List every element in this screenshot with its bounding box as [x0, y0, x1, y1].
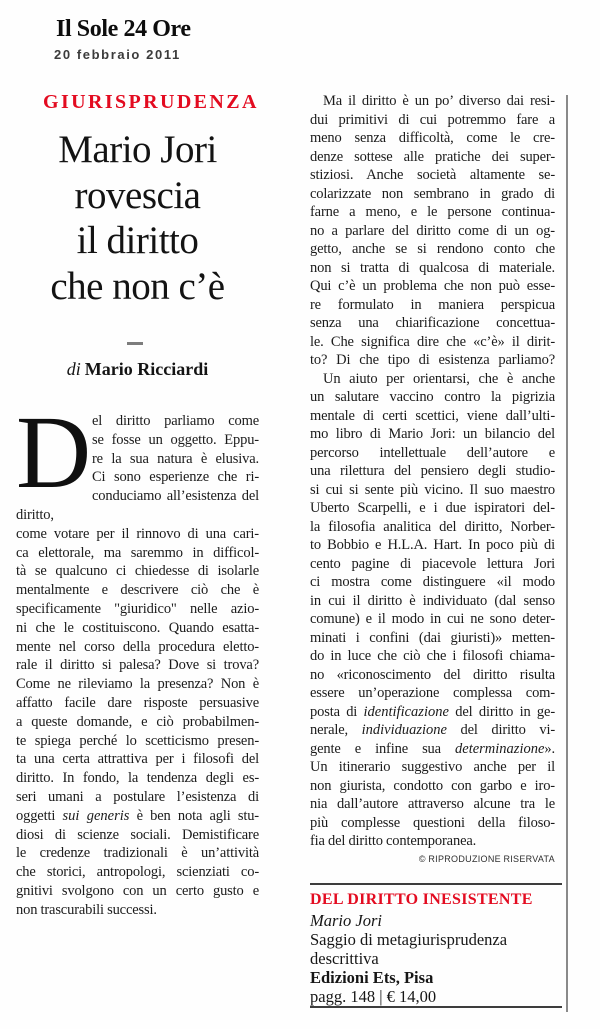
text-line: te spiega perché lo scetticismo presen-	[16, 732, 259, 749]
publication-date: 20 febbraio 2011	[54, 47, 181, 62]
text-line: mentalmente e descrivere ciò che è	[16, 582, 259, 599]
text-line: re formulato in maniera perspicua	[310, 296, 555, 313]
text-line: meno senza difficoltà, come le cre-	[310, 130, 555, 146]
text-line: ca elettorale, ma saremmo in difficol-	[16, 544, 259, 561]
article-body-left-column	[16, 395, 259, 920]
book-pages-price: pagg. 148 | € 14,00	[310, 987, 437, 1006]
text-line: specificamente "giuridico" nelle azio-	[16, 600, 259, 617]
text-line: Uberto Scarpelli, e i due ispiratori del-	[310, 500, 555, 516]
text-line: percorso intellettuale dell’autore e	[310, 444, 555, 461]
text-line: posta di identificazione del diritto in ge-	[310, 703, 555, 720]
text-line: nerale, individuazione del diritto vi-	[310, 722, 556, 738]
text-line: to Bobbio e H.L.A. Hart. In poco più di	[310, 537, 555, 553]
text-line: Un aiuto per orientarsi, che è anche	[323, 370, 555, 387]
byline-prefix: di	[66, 359, 81, 379]
text-line: non trascurabili successi.	[16, 901, 157, 918]
text-line: oggetti sui generis è ben nota agli stu-	[16, 807, 259, 824]
book-subtitle	[310, 930, 562, 968]
text-line: un salutare vaccino contro la pigrizia	[310, 389, 555, 405]
text-line: gnitivi svolgono con un certo gusto e	[16, 882, 259, 899]
text-line: si cui si sente più vicino. Il suo maestro	[310, 481, 555, 498]
text-line: colarizzate non sembrano in grado di	[310, 185, 555, 202]
text-line: le. Che significa dire che «c’è» il dirit-	[310, 333, 555, 350]
text-line: mente nel corso della procedura eletto-	[16, 638, 259, 655]
text-line: el diritto parliamo come	[92, 413, 259, 429]
text-line: Come ne rileviamo la presenza? Non è	[16, 676, 259, 693]
text-line: mentale di certi scettici, viene dall’ulti-	[310, 407, 555, 424]
text-line: Qui c’è un problema che non può esse-	[310, 278, 555, 294]
text-line: ta una certa attrattiva per i filosofi del	[16, 751, 259, 768]
text-line: Ci sono esperienze che ri-	[92, 469, 259, 486]
text-line: il diritto	[76, 219, 199, 262]
right-column-paragraph-1	[310, 92, 555, 370]
text-line: affatto facile dare risposte persuasive	[16, 694, 259, 711]
byline-author: Mario Ricciardi	[84, 359, 209, 379]
text-line: nia dall’autore attraverso alcune tra le	[310, 796, 555, 812]
text-line: gente e infine sua determinazione».	[310, 740, 555, 757]
text-line: no a parlare del diritto come di un og-	[310, 222, 555, 239]
text-line: do in luce che ciò che i filosofi chiama-	[310, 648, 555, 664]
text-line: una rilettura del pensiero degli studio-	[310, 463, 555, 479]
text-line: no «riconoscimento del diritto risulta	[310, 666, 555, 683]
drop-cap: D	[16, 395, 91, 510]
text-line: stiziosi. Anche società altamente se-	[310, 167, 555, 183]
text-line: Mario Jori	[58, 128, 217, 171]
copyright-notice: © RIPRODUZIONE RISERVATA	[418, 853, 555, 864]
book-box-title: DEL DIRITTO INESISTENTE	[310, 891, 533, 908]
text-line: rovescia	[74, 173, 201, 217]
article-body-right-column	[310, 92, 555, 865]
text-line: rale il diritto si palesa? Dove si trova?	[16, 657, 259, 674]
text-line: che non c’è	[50, 264, 225, 308]
book-author: Mario Jori	[310, 911, 382, 930]
byline	[16, 359, 259, 380]
text-line: dui primitivi di cui potremmo fare a	[310, 111, 555, 128]
text-line: farne a meno, e le persone continua-	[310, 204, 555, 220]
text-line: Saggio di metagiurisprudenza	[310, 930, 508, 949]
text-line: senza una chiarificazione concettua-	[310, 315, 555, 331]
text-line: mo libro di Mario Jori: un bilancio del	[310, 426, 555, 442]
text-line: tà se qualcuno ci chiedesse di isolarle	[16, 563, 259, 580]
text-line: getto, anche se si rendono conto che	[310, 241, 555, 257]
book-info-box	[310, 883, 562, 1008]
text-line: non si tratta di qualcosa di materiale.	[310, 259, 555, 276]
text-line: a queste domande, e ciò probabilmen-	[16, 713, 259, 730]
text-line: to? Di che tipo di esistenza parliamo?	[310, 352, 555, 368]
text-line: conduciamo all’esistenza del diritto,	[16, 488, 259, 523]
text-line: diritto. In fondo, la tendenza degli es-	[16, 770, 259, 787]
text-line: la filosofia analitica del diritto, Norber-	[310, 518, 555, 535]
section-kicker: GIURISPRUDENZA	[43, 91, 259, 113]
column-divider-rule	[566, 95, 568, 1012]
text-line: essere un’operazione complessa com-	[310, 685, 555, 701]
text-line: le credenze tradizionali è un’attività	[16, 845, 259, 862]
masthead-title: Il Sole 24 Ore	[56, 16, 191, 42]
text-line: più complesse questioni della filoso-	[310, 814, 555, 831]
text-line: cento pagine di piacevole lettura Jori	[310, 555, 555, 572]
byline-separator	[127, 342, 143, 345]
text-line: non giurista, condotto con garbo e iro-	[310, 777, 555, 794]
text-line: ni che le costituiscono. Quando esatta-	[16, 619, 259, 636]
text-line: ci mostra come distinguere «il modo	[310, 574, 555, 590]
text-line: re la sua natura è elusiva.	[92, 450, 259, 467]
text-line: in cui il diritto è individuato (dal senso	[310, 592, 555, 609]
text-line: diosi di scienze sociali. Demistificare	[16, 826, 259, 843]
text-line: comune) e il modo in cui ne sono deter-	[310, 611, 555, 627]
text-line: minati i confini (dai giuristi)» metten-	[310, 629, 555, 646]
text-line: se fosse un oggetto. Eppu-	[92, 431, 259, 448]
text-line: Ma il diritto è un po’ diverso dai resi-	[323, 93, 555, 109]
text-line: che storici, antropologi, scienziati co-	[16, 864, 259, 881]
article-headline	[16, 127, 259, 309]
text-line: come votare per il rinnovo di una cari-	[16, 525, 259, 542]
right-column-paragraph-2	[310, 370, 555, 851]
text-line: denze sottese alle pratiche dei super-	[310, 148, 555, 165]
book-publisher: Edizioni Ets, Pisa	[310, 968, 434, 987]
text-line: seri umani a postulare l’esistenza di	[16, 788, 259, 805]
text-line: fia del diritto contemporanea.	[310, 833, 477, 849]
text-line: descrittiva	[310, 949, 379, 968]
text-line: Un itinerario suggestivo anche per il	[310, 759, 555, 775]
